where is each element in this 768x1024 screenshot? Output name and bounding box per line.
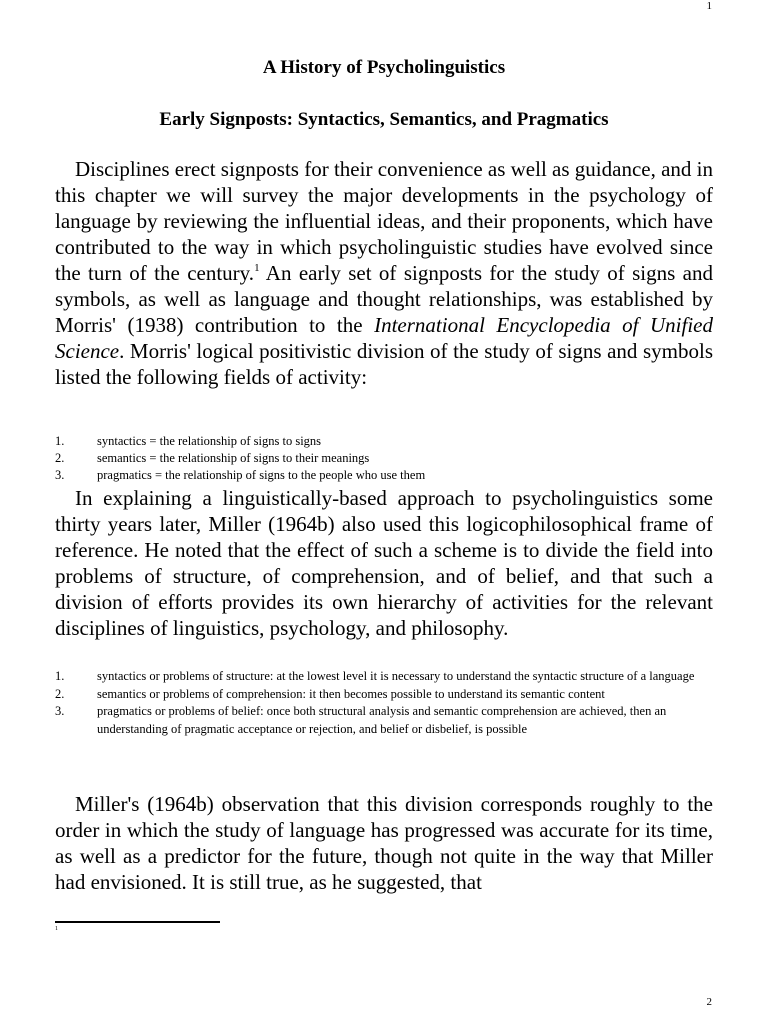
footnote-divider bbox=[55, 921, 220, 923]
paragraph-2: In explaining a linguistically-based approach to psycholinguistics some thirty years later, Miller (1964b) also used this logicophilosophical frame of reference. He noted that the effect of such a scheme is to divide the field into problems of structure, of comprehension, and of belief, and that such a division of efforts provides its own hierarchy of activities for the relevant disciplines of linguistics, psychology, and philosophy. bbox=[55, 486, 713, 640]
list-item-number: 1. bbox=[55, 669, 65, 683]
signs-fields-list bbox=[55, 433, 715, 484]
paragraph-3: Miller's (1964b) observation that this division corresponds roughly to the order in which the study of language has progressed was accurate for its time, as well as a predictor for the future, though not quite in the way that Miller had envisioned. It is still true, as he suggested, that bbox=[55, 792, 713, 894]
list-item bbox=[55, 668, 715, 686]
list-item-number: 3. bbox=[55, 468, 65, 482]
paragraph-1-text-c: . Morris' logical positivistic division of the study of signs and symbols listed the following fields of activity: bbox=[55, 339, 713, 389]
paragraph-1 bbox=[55, 156, 713, 390]
problems-hierarchy-list bbox=[55, 668, 715, 738]
list-item-text: syntactics = the relationship of signs to signs bbox=[97, 434, 322, 448]
list-item-number: 2. bbox=[55, 686, 65, 701]
footnote-marker: 1 bbox=[55, 926, 58, 932]
list-item-text: pragmatics or problems of belief: once both structural analysis and semantic comprehension are achieved, then an understanding of pragmatic acceptance or rejection, and belief or disbelief, is possible bbox=[97, 704, 667, 736]
list-item bbox=[55, 450, 715, 467]
section-heading: Early Signposts: Syntactics, Semantics, and Pragmatics bbox=[159, 109, 609, 130]
list-item-text: semantics = the relationship of signs to their meanings bbox=[97, 451, 370, 465]
list-item-number: 2. bbox=[55, 451, 65, 465]
list-item bbox=[55, 433, 715, 450]
page-number-bottom: 2 bbox=[706, 996, 712, 1008]
paragraph-1-text-a: Disciplines erect signposts for their convenience as well as guidance, and in this chapter we will survey the major developments in the psychology of language by reviewing the influential ideas, and their proponents, which have contributed to the way in which psycholinguistic studies have evolved since the turn of the century. bbox=[55, 157, 713, 285]
paragraph-1-text-b: An early set of signposts for the study of signs and symbols, as well as language and thought relationships, was established by Morris' (1938) contribution to the bbox=[55, 261, 713, 337]
page-number-top: 1 bbox=[706, 0, 712, 12]
list-item-number: 1. bbox=[55, 434, 65, 448]
list-item-text: semantics or problems of comprehension: it then becomes possible to understand its semantic content bbox=[97, 686, 605, 701]
encyclopedia-title: International Encyclopedia of Unified Science bbox=[55, 313, 714, 363]
footnote-reference[interactable]: 1 bbox=[254, 262, 260, 274]
list-item bbox=[55, 467, 715, 484]
list-item-text: pragmatics = the relationship of signs to the people who use them bbox=[97, 468, 426, 482]
list-item bbox=[55, 703, 715, 738]
document-title: A History of Psycholinguistics bbox=[262, 57, 506, 78]
list-item-number: 3. bbox=[55, 704, 65, 718]
list-item bbox=[55, 686, 715, 704]
list-item-text: syntactics or problems of structure: at the lowest level it is necessary to understand the syntactic structure of a language bbox=[97, 669, 695, 683]
